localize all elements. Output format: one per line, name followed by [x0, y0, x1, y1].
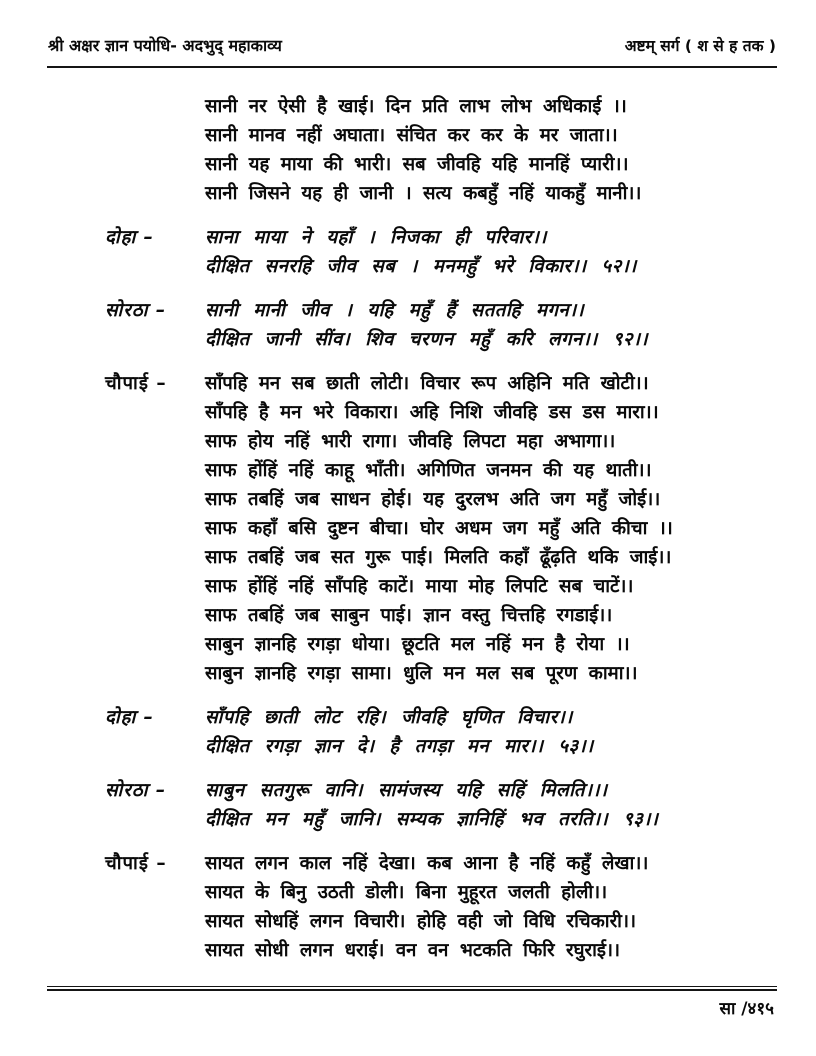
verse-block-chaupai-1 — [105, 369, 758, 688]
verse-line: सानी मानी जीव । यहि महुँ हैं सततहि मगन।। — [205, 300, 585, 321]
verse-block-continuation — [105, 92, 758, 208]
verse-line: साफ तबहिं जब सत गुरू पाई। मिलति कहाँ ढूँढ़ति थकि जाई।। — [205, 547, 672, 568]
verse-line: सायत लगन काल नहिं देखा। कब आना है नहिं कहुँ लेखा।। — [205, 853, 649, 874]
verse-line: साफ कहाँ बसि दुष्टन बीचा। घोर अधम जग महुँ अति कीचा ।। — [205, 518, 673, 539]
verse-line: सानी मानव नहीं अघाता। संचित कर कर के मर जाता।। — [205, 125, 618, 146]
verse-line: साबुन सतगुरू वानि। सामंजस्य यहि सहिं मिलति।।। — [205, 780, 608, 801]
verse-lines — [205, 223, 758, 281]
verse-block-doha-52 — [105, 223, 758, 281]
verse-line: साबुन ज्ञानहि रगड़ा धोया। छूटति मल नहिं मन है रोया ।। — [205, 634, 630, 655]
page-header — [48, 34, 776, 56]
verse-line: साना माया ने यहाँ । निजका ही परिवार।। — [205, 227, 547, 248]
verse-line: सानी यह माया की भारी। सब जीवहि यहि मानहिं प्यारी।। — [205, 154, 629, 175]
verse-line: साँपहि है मन भरे विकारा। अहि निशि जीवहि डस डस मारा।। — [205, 402, 659, 423]
verse-lines — [205, 703, 758, 761]
verse-block-soratha-93 — [105, 776, 758, 834]
verse-line: दीक्षित मन महुँ जानि। सम्यक ज्ञानिहिं भव तरति।। ९३।। — [205, 809, 659, 830]
verse-line: दीक्षित सनरहि जीव सब । मनमहुँ भरे विकार।। ५२।। — [205, 256, 637, 277]
footer-rule — [47, 986, 777, 991]
verse-line: साँपहि छाती लोट रहि। जीवहि घृणित विचार।। — [205, 707, 573, 728]
verse-line: दीक्षित जानी सींव। शिव चरणन महुँ करि लगन।। ९२।। — [205, 329, 648, 350]
verse-line: साबुन ज्ञानहि रगड़ा सामा। धुलि मन मल सब पूरण कामा।। — [205, 663, 638, 684]
verse-line: साफ होय नहिं भारी रागा। जीवहि लिपटा महा अभागा।। — [205, 431, 616, 452]
page-number: सा /४१५ — [719, 999, 774, 1019]
book-title: श्री अक्षर ज्ञान पयोधि- अदभुद् महाकाव्य — [48, 36, 282, 55]
verse-lines — [205, 92, 758, 208]
verse-label-doha: दोहा – — [105, 227, 154, 248]
verse-line: साफ होंहिं नहिं काहू भाँती। अगिणित जनमन की यह थाती।। — [205, 460, 652, 481]
verse-block-doha-53 — [105, 703, 758, 761]
verse-line: सायत के बिनु उठती डोली। बिना मुहूरत जलती होली।। — [205, 882, 608, 903]
verse-label-doha: दोहा – — [105, 707, 154, 728]
header-rule — [47, 66, 777, 68]
page-content — [105, 92, 758, 980]
verse-label-soratha: सोरठा – — [105, 780, 167, 801]
verse-lines — [205, 296, 758, 354]
verse-line: साफ होंहिं नहिं साँपहि काटें। माया मोह लिपटि सब चाटें।। — [205, 576, 634, 597]
chapter-title: अष्टम् सर्ग ( श से ह तक ) — [624, 37, 776, 55]
verse-line: सानी जिसने यह ही जानी । सत्य कबहुँ नहिं याकहुँ मानी।। — [205, 183, 642, 204]
verse-line: सानी नर ऐसी है खाई। दिन प्रति लाभ लोभ अधिकाई ।। — [205, 96, 627, 117]
verse-line: साँपहि मन सब छाती लोटी। विचार रूप अहिनि मति खोटी।। — [205, 373, 649, 394]
verse-label-soratha: सोरठा – — [105, 300, 167, 321]
verse-line: सायत सोधहिं लगन विचारी। होहि वही जो विधि रचिकारी।। — [205, 911, 636, 932]
verse-line: साफ तबहिं जब साबुन पाई। ज्ञान वस्तु चित्तहि रगडाई।। — [205, 605, 613, 626]
verse-block-soratha-92 — [105, 296, 758, 354]
verse-lines — [205, 776, 758, 834]
verse-line: दीक्षित रगड़ा ज्ञान दे। है तगड़ा मन मार।। ५३।। — [205, 736, 594, 757]
verse-label-chaupai: चौपाई – — [105, 853, 167, 874]
verse-line: सायत सोधी लगन धराई। वन वन भटकति फिरि रघुराई।। — [205, 940, 620, 961]
verse-label-chaupai: चौपाई – — [105, 373, 167, 394]
verse-lines — [205, 369, 758, 688]
verse-block-chaupai-2 — [105, 849, 758, 965]
verse-lines — [205, 849, 758, 965]
verse-line: साफ तबहिं जब साधन होई। यह दुरलभ अति जग महुँ जोई।। — [205, 489, 661, 510]
